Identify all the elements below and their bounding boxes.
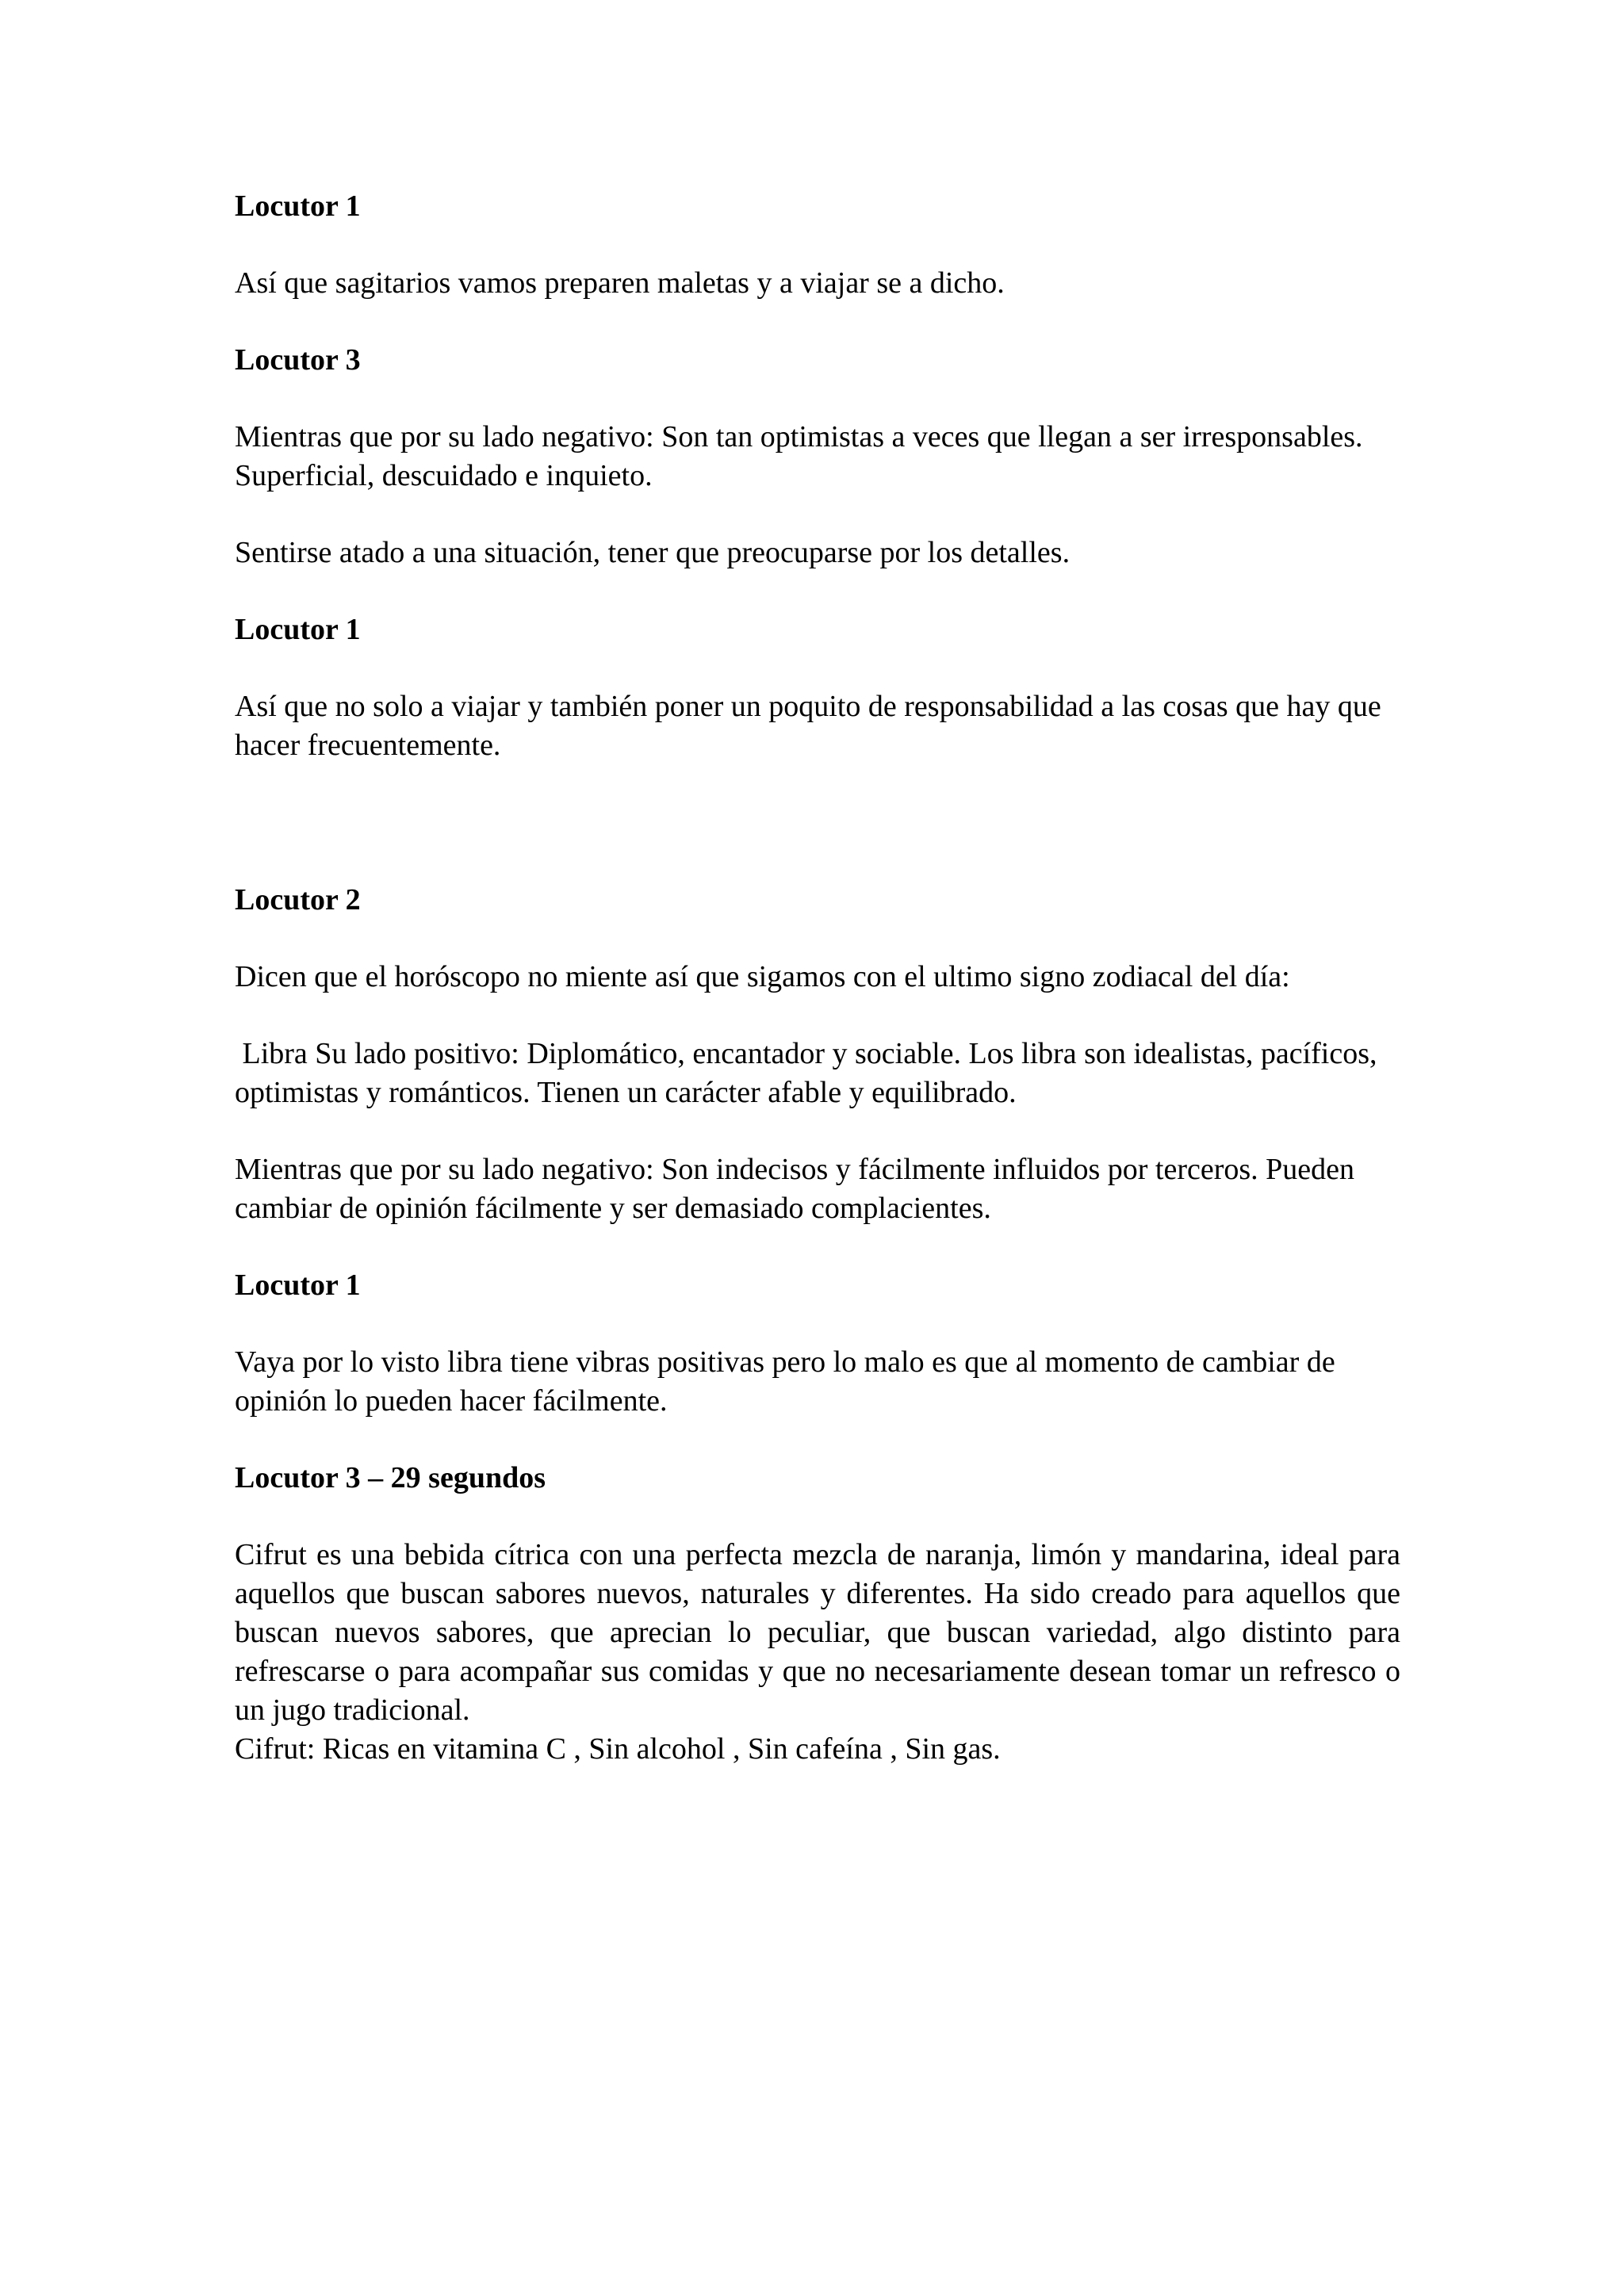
paragraph: Mientras que por su lado negativo: Son indecisos y fácilmente influidos por terceros. Pueden cambiar de opinión fácilmente y ser demasiado complacientes.	[235, 1153, 1355, 1225]
paragraph: Mientras que por su lado negativo: Son tan optimistas a veces que llegan a ser irresponsables. Superficial, descuidado e inquieto.	[235, 420, 1363, 492]
speaker-heading: Locutor 1	[235, 1269, 361, 1302]
speaker-heading: Locutor 2	[235, 883, 361, 916]
speaker-heading: Locutor 3	[235, 343, 361, 377]
paragraph: Vaya por lo visto libra tiene vibras positivas pero lo malo es que al momento de cambiar de opinión lo pueden hacer fácilmente.	[235, 1345, 1335, 1418]
speaker-heading: Locutor 3 – 29 segundos	[235, 1461, 546, 1494]
speaker-heading: Locutor 1	[235, 613, 361, 646]
paragraph: Dicen que el horóscopo no miente así que sigamos con el ultimo signo zodiacal del día:	[235, 960, 1290, 993]
paragraph: Sentirse atado a una situación, tener que preocuparse por los detalles.	[235, 536, 1071, 569]
paragraph-cifrut: Cifrut es una bebida cítrica con una perfecta mezcla de naranja, limón y mandarina, ideal para aquellos que buscan sabores nuevos, naturales y diferentes. Ha sido creado para aquellos que buscan nuevos sabores, que aprecian lo peculiar, que buscan variedad, algo distinto para refrescarse o para acompañar sus comidas y que no necesariamente desean tomar un refresco o un jugo tradicional.	[235, 1538, 1400, 1727]
document-page	[235, 187, 1400, 1769]
paragraph: Libra Su lado positivo: Diplomático, encantador y sociable. Los libra son idealistas, pacíficos, optimistas y románticos. Tienen un carácter afable y equilibrado.	[235, 1037, 1385, 1109]
speaker-heading: Locutor 1	[235, 189, 361, 223]
paragraph: Así que sagitarios vamos preparen maletas y a viajar se a dicho.	[235, 266, 1005, 300]
paragraph: Así que no solo a viajar y también poner un poquito de responsabilidad a las cosas que hay que hacer frecuentemente.	[235, 690, 1381, 762]
paragraph-cifrut-features: Cifrut: Ricas en vitamina C , Sin alcohol , Sin cafeína , Sin gas.	[235, 1732, 1001, 1766]
